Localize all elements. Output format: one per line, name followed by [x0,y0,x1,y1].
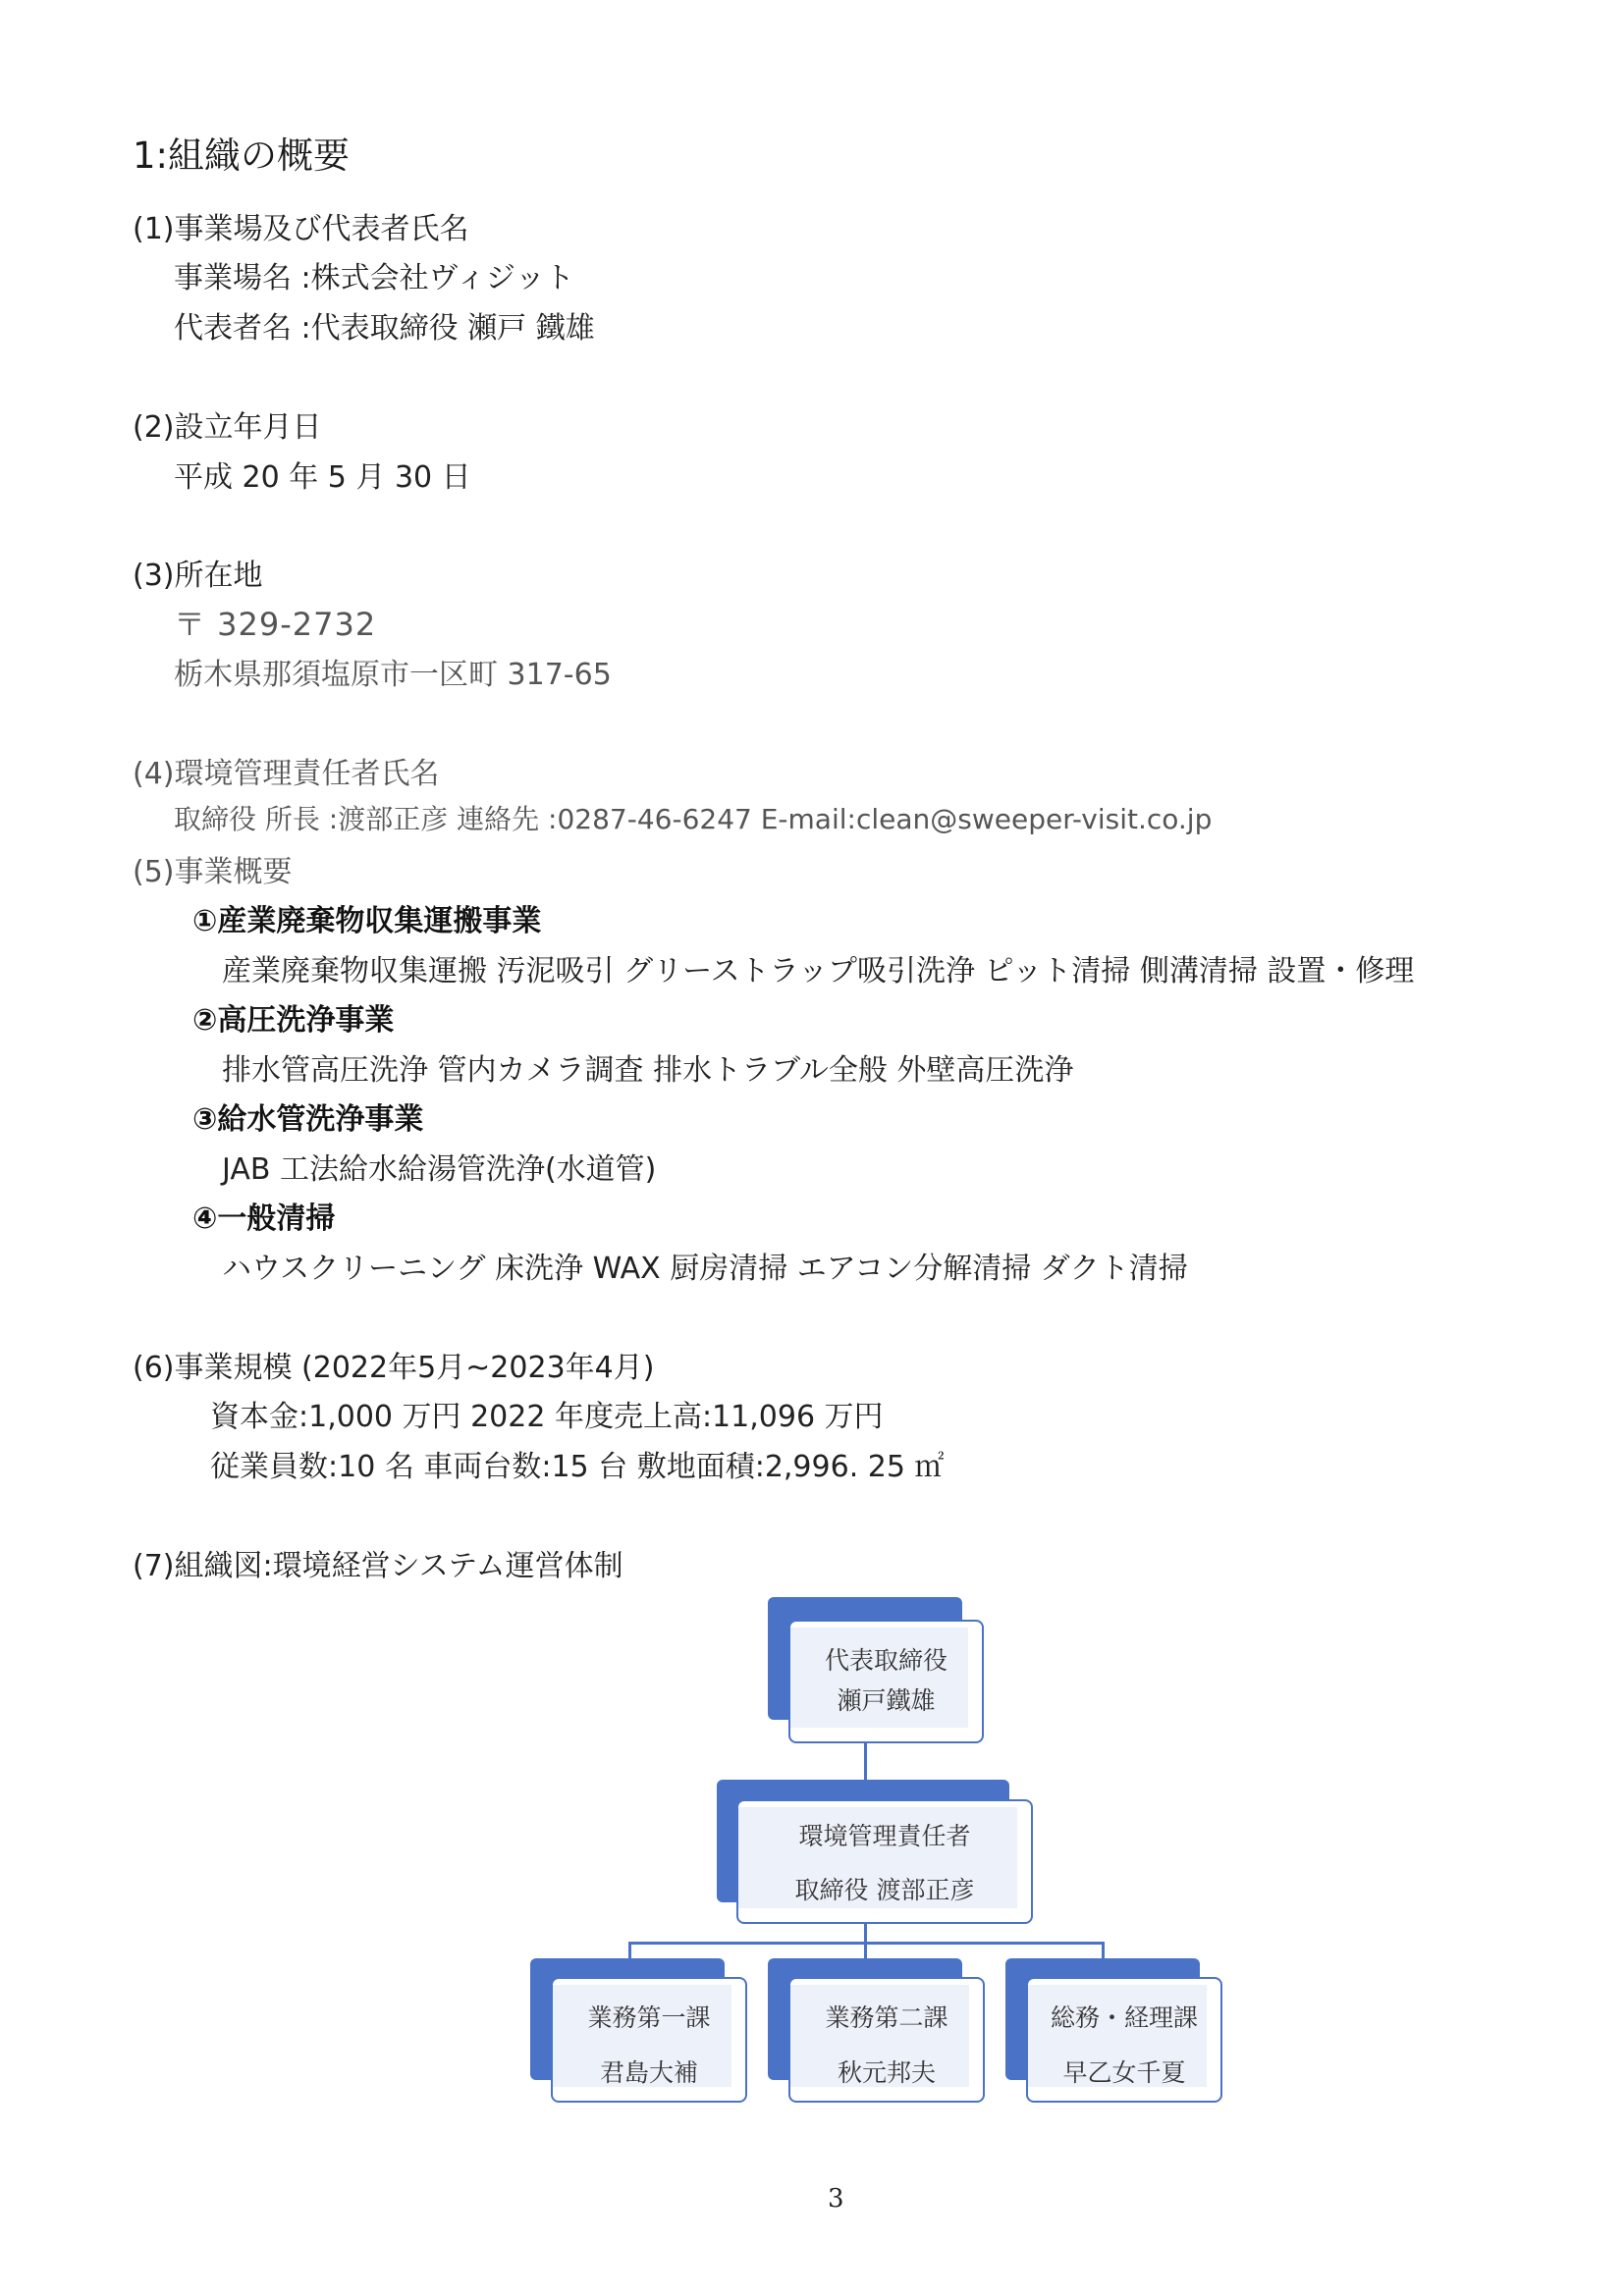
employees-vehicles-area: 従業員数:10 名 車両台数:15 台 敷地面積:2,996. 25 ㎡ [210,1450,945,1484]
address: 栃木県那須塩原市一区町 317-65 [174,658,612,692]
org-connector [864,1924,867,1944]
heading-location: (3)所在地 [133,559,263,593]
org-box-role: 代表取締役 [824,1646,947,1675]
org-box-role: 総務・経理課 [1050,2003,1198,2032]
heading-business-scale: (6)事業規模 (2022年5月~2023年4月) [133,1351,655,1385]
org-box-person: 早乙女千夏 [1062,2058,1186,2087]
business-item-title: ②高圧洗浄事業 [192,1003,395,1038]
postal-code: 〒 329-2732 [174,606,377,643]
org-box-env-manager [736,1799,1033,1924]
heading-representative: (1)事業場及び代表者氏名 [133,212,469,246]
org-box-role: 業務第二課 [825,2003,948,2032]
org-box-president [788,1620,984,1743]
org-box-role: 業務第一課 [587,2003,711,2032]
business-item-title: ①産業廃棄物収集運搬事業 [192,904,542,938]
page-number: 3 [828,2184,844,2214]
org-box-person: 君島大補 [599,2058,698,2087]
business-item-desc: 排水管高圧洗浄 管内カメラ調査 排水トラブル全般 外壁高圧洗浄 [222,1053,1074,1088]
business-item-title: ③給水管洗浄事業 [192,1102,424,1137]
org-connector [864,1741,867,1783]
established-date: 平成 20 年 5 月 30 日 [174,460,471,495]
business-item-desc: 産業廃棄物収集運搬 汚泥吸引 グリーストラップ吸引洗浄 ピット清掃 側溝清掃 設置・修理 [222,954,1415,988]
representative-name: 代表者名 :代表取締役 瀬戸 鐵雄 [174,311,595,346]
heading-business-overview: (5)事業概要 [133,855,293,889]
org-box-role: 環境管理責任者 [798,1822,971,1850]
org-box-division-1 [551,1977,747,2103]
org-box-division-2 [788,1977,985,2103]
business-item-title: ④一般清掃 [192,1201,336,1236]
capital-and-sales: 資本金:1,000 万円 2022 年度売上高:11,096 万円 [210,1400,884,1434]
org-box-person: 瀬戸鐵雄 [837,1686,936,1715]
heading-established: (2)設立年月日 [133,410,322,445]
business-item-desc: ハウスクリーニング 床洗浄 WAX 厨房清掃 エアコン分解清掃 ダクト清掃 [222,1252,1188,1286]
business-site-name: 事業場名 :株式会社ヴィジット [174,261,574,295]
heading-env-manager: (4)環境管理責任者氏名 [133,757,440,791]
org-box-division-3 [1026,1977,1222,2103]
heading-org-chart: (7)組織図:環境経営システム運営体制 [133,1549,623,1583]
business-item-desc: JAB 工法給水給湯管洗浄(水道管) [222,1152,657,1187]
org-box-person: 取締役 渡部正彦 [794,1876,975,1904]
env-manager-contact: 取締役 所長 :渡部正彦 連絡先 :0287-46-6247 E-mail:clean@sweeper-visit.co.jp [174,803,1213,835]
org-box-person: 秋元邦夫 [837,2058,936,2087]
section-title: 1:組織の概要 [133,134,351,177]
